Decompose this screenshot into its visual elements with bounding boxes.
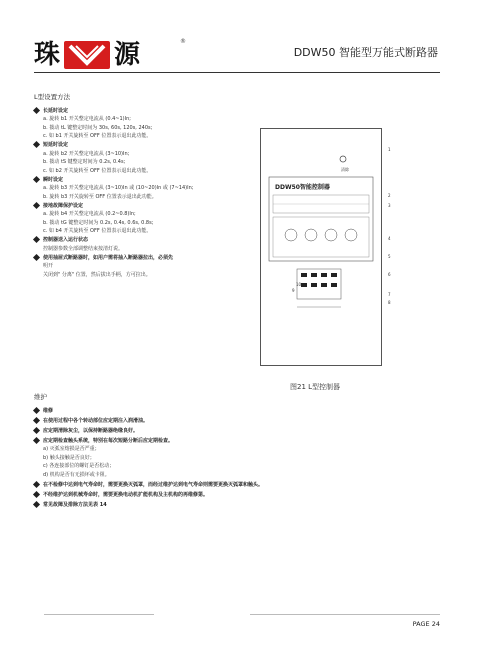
sub-item (34, 151, 254, 158)
sub-item (34, 185, 254, 192)
bullet-item (34, 482, 444, 489)
sub-item (34, 168, 254, 175)
diamond-bullet-icon (33, 106, 40, 113)
sub-item (34, 228, 254, 235)
section-l-type-settings (34, 106, 254, 279)
callout-number: 10 (296, 282, 302, 287)
item-text: 接地故障保护设定 (43, 202, 84, 209)
item-text: 明开 (43, 263, 54, 269)
diamond-bullet-icon (33, 141, 40, 148)
item-text: c. 如 b2 开关旋转至 OFF 位置表示退出此功能。 (43, 167, 152, 174)
item-text: c. 如 b1 开关旋转至 OFF 位置表示退出此功能。 (43, 133, 152, 139)
sub-item (34, 220, 254, 227)
bullet-item (34, 438, 444, 445)
item-text: b. 拨动 tS 键整定时间为 0.2s, 0.4s; (43, 159, 126, 165)
item-text: 在不检修中达到电气寿命时，需要更换灭弧罩，而经过维护达到电气寿命则需要更换灭弧罩和触头。 (43, 481, 264, 488)
sub-item (34, 133, 254, 140)
sub-item (34, 455, 444, 462)
logo-char-left: 珠 (34, 40, 61, 70)
section-title-maintenance: 维护 (34, 393, 47, 401)
item-text: a. 旋转 b4 开关整定电流从 (0.2~0.8)In; (43, 211, 136, 217)
item-text: c) 各连接部位的螺钉是否松动； (43, 463, 115, 469)
brand-logo (34, 40, 140, 70)
item-text: 应定期检查触头系统，特别在每次短路分断后应定期检查。 (43, 437, 174, 444)
sub-item (34, 211, 254, 218)
bullet-item (34, 108, 254, 115)
sub-item (34, 463, 444, 470)
bullet-item (34, 203, 254, 210)
bullet-item (34, 502, 444, 509)
item-text: 短延时设定 (43, 142, 69, 148)
item-text: 关闭到" 分离" 位置，然后拔出手柄，方可拉出。 (43, 271, 151, 278)
sub-item (34, 125, 254, 132)
item-text: a. 旋转 b1 开关整定电流从 (0.4~1)In; (43, 116, 131, 122)
item-text: 不经维护达到机械寿命时，需要更换电动机扩能机构及主机构的再维修第。 (43, 491, 209, 498)
sub-item (34, 116, 254, 123)
sub-item (34, 194, 254, 201)
diamond-bullet-icon (33, 426, 40, 433)
logo-mark-icon (64, 41, 110, 69)
sub-item (34, 446, 444, 453)
callout-number: 1 (388, 147, 391, 152)
callout-number: 2 (388, 193, 391, 198)
item-text: 长延时设定 (43, 107, 69, 114)
bullet-item (34, 142, 254, 149)
callout-number: 7 (388, 292, 391, 297)
item-text: a. 旋转 b2 开关整定电流从 (3~10)In; (43, 150, 130, 157)
bullet-item (34, 492, 444, 499)
logo-char-right: 源 (114, 40, 141, 70)
item-text: b. 拨动 tG 键整定时间为 0.2s, 0.4s, 0.6s, 0.8s; (43, 219, 154, 226)
bullet-item (34, 428, 444, 435)
item-text: b. 拨动 tL 键整定时间为 30s, 60s, 120s, 240s; (43, 124, 153, 131)
callout-number: 6 (388, 272, 391, 277)
registered-mark: ® (180, 38, 186, 45)
item-text: 在使用过程中各个转动部位应定期注入润滑油。 (43, 417, 149, 424)
page-number: PAGE 24 (412, 620, 440, 628)
item-text: b. 旋转 b3 开关旋转至 OFF 位置表示退出此功能。 (43, 193, 157, 200)
item-text: c. 如 b4 开关旋转至 OFF 位置表示退出此功能。 (43, 228, 152, 234)
callout-number: 3 (388, 203, 391, 208)
item-text: 维修 (43, 407, 54, 414)
header-rule (34, 72, 440, 73)
diamond-bullet-icon (33, 236, 40, 243)
sub-item (34, 272, 254, 279)
sub-item (34, 263, 254, 270)
item-text: a) 灭弧室熔损是否严重； (43, 446, 100, 452)
item-text: 使用抽屉式断路器时，如用户需将抽入断路器拉出，必须先 (43, 254, 174, 261)
bullet-item (34, 418, 444, 425)
bullet-item (34, 237, 254, 244)
section-maintenance (34, 406, 444, 509)
callout-number: 4 (388, 236, 391, 241)
item-text: 应定期清除灰尘，以保持断路器绝缘良好。 (43, 427, 139, 434)
diamond-bullet-icon (33, 480, 40, 487)
controller-diagram (260, 128, 382, 366)
callout-number: 8 (388, 300, 391, 305)
footer-rule-left (44, 614, 154, 615)
diamond-bullet-icon (33, 406, 40, 413)
item-text: 控制器参数全部调整结束按清灯说。 (43, 245, 124, 252)
diamond-bullet-icon (33, 436, 40, 443)
item-text: 瞬时设定 (43, 176, 64, 183)
diamond-bullet-icon (33, 175, 40, 182)
callout-number: 5 (388, 254, 391, 259)
sub-item (34, 246, 254, 253)
footer-rule-right (250, 614, 440, 615)
bullet-item (34, 408, 444, 415)
diamond-bullet-icon (33, 490, 40, 497)
svg-text:清除: 清除 (341, 167, 349, 172)
item-text: a. 旋转 b3 开关整定电流从 (3~10)In 或 (10~20)In 或 (7~14)In; (43, 185, 194, 191)
diamond-bullet-icon (33, 253, 40, 260)
item-text: b) 触头接触是否良好； (43, 454, 95, 461)
diamond-bullet-icon (33, 416, 40, 423)
item-text: 常见故障及排除方法见表 14 (43, 501, 107, 508)
figure-caption: 图21 L型控制器 (290, 383, 341, 391)
sub-item (34, 159, 254, 166)
callout-number: 9 (292, 288, 295, 293)
document-title: DDW50 智能型万能式断路器 (293, 46, 438, 59)
diamond-bullet-icon (33, 500, 40, 507)
panel-label: DDW50智能控制器 (275, 184, 330, 191)
sub-item (34, 472, 444, 479)
bullet-item (34, 177, 254, 184)
bullet-item (34, 255, 254, 262)
section-title-l-type: L型设置方法 (34, 93, 71, 101)
item-text: d) 机构是否有无损坏或卡阻。 (43, 471, 110, 478)
item-text: 控制器送入运行状态 (43, 237, 89, 243)
diamond-bullet-icon (33, 201, 40, 208)
